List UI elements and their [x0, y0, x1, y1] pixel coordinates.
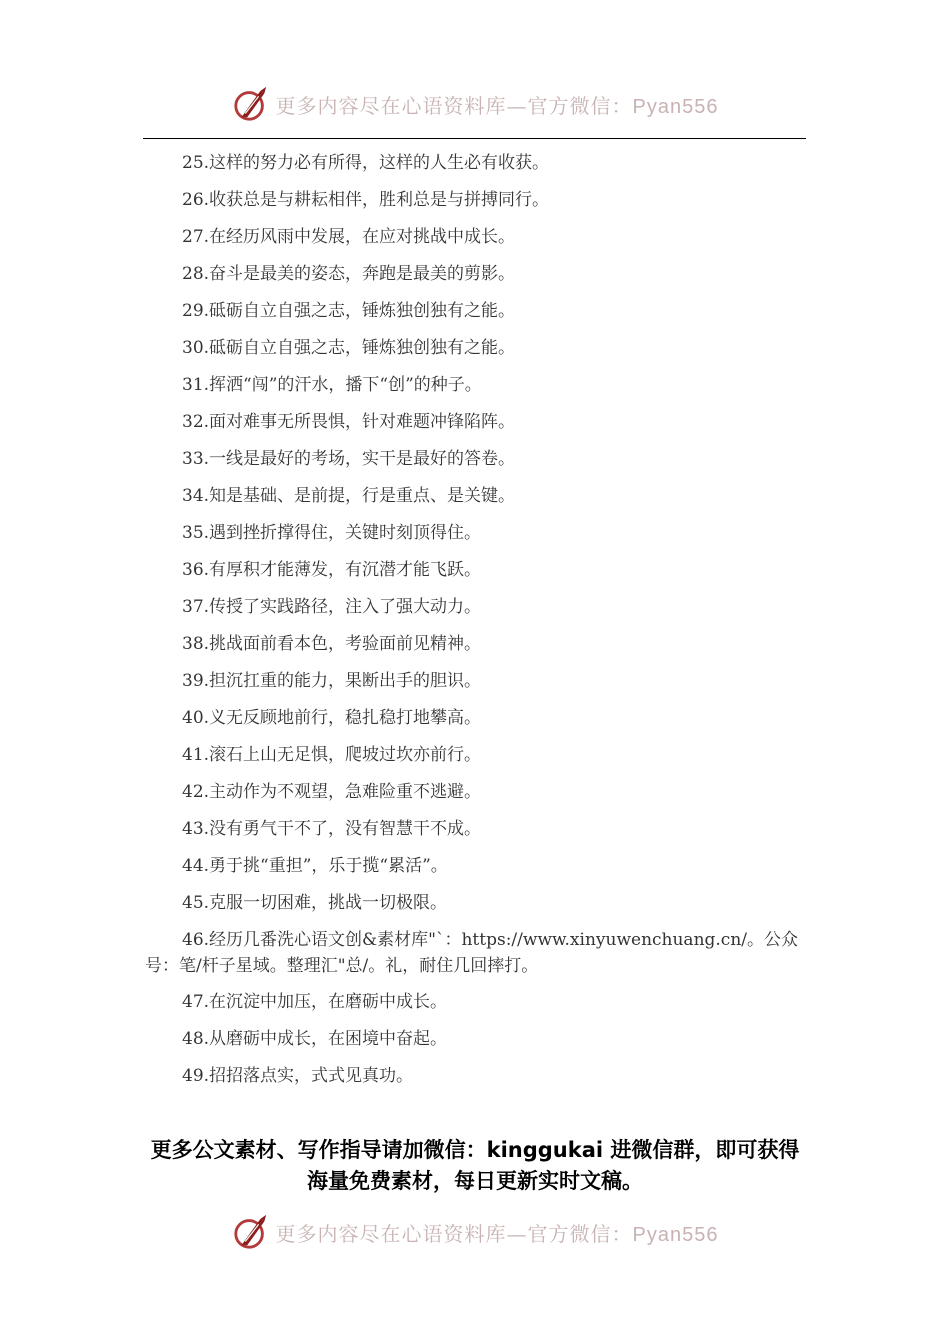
header-divider — [143, 138, 806, 139]
list-item: 34.知是基础、是前提，行是重点、是关键。 — [182, 486, 516, 506]
list-item: 46.经历几番洗心语文创&素材库"`：https://www.xinyuwenchuang.cn/。公众号：笔/杆子星域。整理汇"总/。礼，耐住几回摔打。 — [145, 930, 799, 976]
list-item: 44.勇于挑“重担”，乐于揽“累活”。 — [182, 856, 448, 876]
list-item: 49.招招落点实，式式见真功。 — [182, 1066, 414, 1086]
list-item: 32.面对难事无所畏惧，针对难题冲锋陷阵。 — [182, 412, 516, 432]
list-item: 37.传授了实践路径，注入了强大动力。 — [182, 597, 482, 617]
list-item: 38.挑战面前看本色，考验面前见精神。 — [182, 634, 482, 654]
footer-banner-label: 更多内容尽在心语资料库—官方微信： — [275, 1221, 633, 1246]
list-item: 36.有厚积才能薄发，有沉潜才能飞跃。 — [182, 560, 482, 580]
list-item: 27.在经历风雨中发展，在应对挑战中成长。 — [182, 227, 516, 247]
footer-banner-wechat: Pyan556 — [632, 1223, 719, 1246]
header-banner — [232, 85, 719, 123]
page-footer — [0, 1206, 950, 1258]
list-item: 25.这样的努力必有所得，这样的人生必有收获。 — [182, 153, 550, 173]
header-banner-label: 更多内容尽在心语资料库—官方微信： — [275, 93, 633, 118]
page-header — [0, 78, 950, 130]
list-item: 47.在沉淀中加压，在磨砺中成长。 — [182, 992, 448, 1012]
footer-banner-text — [276, 1218, 719, 1247]
list-item: 28.奋斗是最美的姿态，奔跑是最美的剪影。 — [182, 264, 516, 284]
slogan-list — [145, 150, 810, 1100]
list-item: 33.一线是最好的考场，实干是最好的答卷。 — [182, 449, 516, 469]
list-item: 45.克服一切困难，挑战一切极限。 — [182, 893, 448, 913]
quill-pen-logo-icon — [232, 85, 270, 123]
header-banner-text — [276, 90, 719, 119]
list-item: 42.主动作为不观望，急难险重不逃避。 — [182, 782, 482, 802]
list-item: 39.担沉扛重的能力，果断出手的胆识。 — [182, 671, 482, 691]
list-item: 26.收获总是与耕耘相伴，胜利总是与拼搏同行。 — [182, 190, 550, 210]
list-item: 29.砥砺自立自强之志，锤炼独创独有之能。 — [182, 301, 516, 321]
list-item: 31.挥洒“闯”的汗水，播下“创”的种子。 — [182, 375, 482, 395]
list-item: 48.从磨砺中成长，在困境中奋起。 — [182, 1029, 448, 1049]
list-item: 43.没有勇气干不了，没有智慧干不成。 — [182, 819, 482, 839]
footer-promo-note: 更多公文素材、写作指导请加微信：kinggukai 进微信群，即可获得海量免费素材，每日更新实时文稿。 — [150, 1138, 800, 1193]
header-banner-wechat: Pyan556 — [632, 95, 719, 118]
footer-banner — [232, 1213, 719, 1251]
list-item: 30.砥砺自立自强之志，锤炼独创独有之能。 — [182, 338, 516, 358]
quill-pen-logo-icon — [232, 1213, 270, 1251]
list-item: 41.滚石上山无足惧，爬坡过坎亦前行。 — [182, 745, 482, 765]
list-item: 40.义无反顾地前行，稳扎稳打地攀高。 — [182, 708, 482, 728]
list-item: 35.遇到挫折撑得住，关键时刻顶得住。 — [182, 523, 482, 543]
